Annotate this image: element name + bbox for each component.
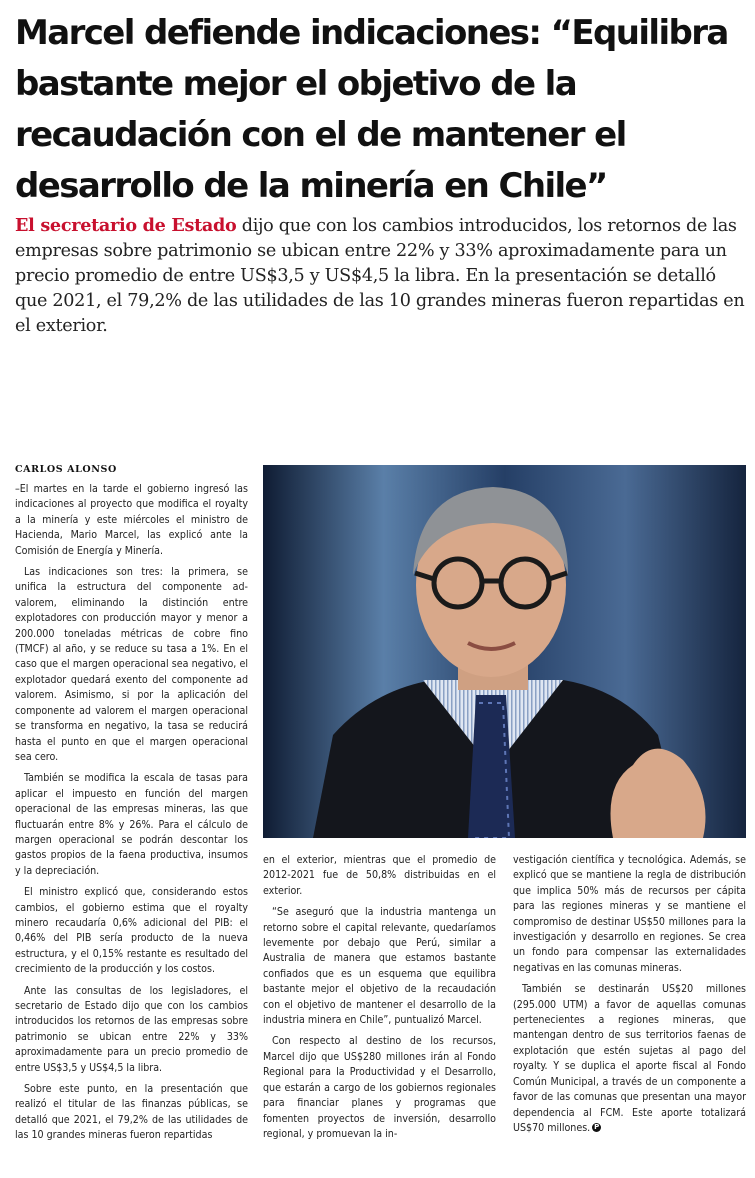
- paragraph: “Se aseguró que la industria mantenga un retorno sobre el capital relevante, quedaríamos levemente por debajo que Perú, similar a Australia de manera que estamos bastante confiados que es un esquema que equilibra bastante mejor el objetivo de la recaudación con el objetivo de mantener el desarrollo de la industria minera en Chile”, puntualizó Marcel.: [263, 906, 496, 1027]
- paragraph: El ministro explicó que, considerando estos cambios, el gobierno estima que el royalty minero recaudaría 0,6% adicional del PIB: el 0,46% del PIB sería producto de la nueva estructura, y el 0,15% restante es resultado del crecimiento de la producción y los costos.: [15, 886, 248, 976]
- paragraph: Ante las consultas de los legisladores, el secretario de Estado dijo que con los cambios introducidos los retornos de las empresas sobre patrimonio se ubican entre 22% y 33% aproximadamente para un precio promedio de entre US$3,5 y US$4,5 la libra.: [15, 984, 248, 1074]
- body-column-1: [15, 482, 248, 1150]
- body-column-3: [513, 853, 746, 1142]
- paragraph: Las indicaciones son tres: la primera, se unifica la estructura del componente ad-valorem, eliminando la distinción entre explotadores con producción mayor y menor a 200.000 toneladas métricas de cobre fino (TMCF) al año, y se reduce su tasa a 1%. En el caso que el margen operacional sea negativo, el explotador quedará exento del componente ad valorem. Asimismo, si por la aplicación del componente ad valorem el margen operacional se transforma en negativo, la tasa se reducirá hasta el punto en que el margen operacional sea cero.: [15, 566, 248, 763]
- photo-illustration: [263, 465, 746, 838]
- paragraph-text: También se destinarán US$20 millones (295.000 UTM) a favor de aquellas comunas pertenecientes a regiones mineras, que mantengan dentro de sus territorios faenas de explotación que estén sujetas al pago del royalty. Y se duplica el aporte fiscal al Fondo Común Municipal, a través de un componente a favor de las comunas que presentan una mayor dependencia al FCM. Este aporte totalizará US$70 millones.: [513, 983, 746, 1134]
- deck-summary: [15, 213, 745, 339]
- paragraph: en el exterior, mientras que el promedio de 2012-2021 fue de 50,8% distribuidas en el exterior.: [263, 854, 496, 897]
- body-column-2: [263, 853, 496, 1148]
- end-mark-icon: P: [594, 1123, 600, 1132]
- paragraph: –El martes en la tarde el gobierno ingresó las indicaciones al proyecto que modifica el royalty a la minería y este miércoles el ministro de Hacienda, Mario Marcel, las explicó ante la Comisión de Energía y Minería.: [15, 483, 248, 557]
- paragraph: [513, 982, 746, 1136]
- byline: CARLOS ALONSO: [15, 464, 117, 475]
- deck-text: dijo que con los cambios introducidos, los retornos de las empresas sobre patrimonio se ubican entre 22% y 33% aproximadamente para un precio promedio de entre US$3,5 y US$4,5 la libra. En la presentación se detalló que 2021, el 79,2% de las utilidades de las 10 grandes mineras fueron repartidas en el exterior.: [15, 216, 745, 336]
- deck-lead: El secretario de Estado: [15, 215, 237, 236]
- paragraph: Con respecto al destino de los recursos, Marcel dijo que US$280 millones irán al Fondo Regional para la Productividad y el Desarrollo, que estarán a cargo de los gobiernos regionales para financiar planes y programas que fomenten proyectos de inversión, desarrollo regional, y promuevan la in-: [263, 1035, 496, 1140]
- headline: Marcel defiende indicaciones: “Equilibra bastante mejor el objetivo de la recaudación con el de mantener el desarrollo de la minería en Chile”: [15, 13, 728, 206]
- paragraph: También se modifica la escala de tasas para aplicar el impuesto en función del margen operacional de las empresas mineras, las que fluctuarán entre 8% y 26%. Para el cálculo de margen operacional se podrán descontar los gastos propios de la faena productiva, insumos y la depreciación.: [15, 772, 248, 877]
- paragraph: Sobre este punto, en la presentación que realizó el titular de las finanzas públicas, se detalló que 2021, el 79,2% de las utilidades de las 10 grandes mineras fueron repartidas: [15, 1083, 248, 1142]
- paragraph: vestigación científica y tecnológica. Además, se explicó que se mantiene la regla de distribución que implica 50% más de recursos per cápita para las regiones mineras y se mantiene el compromiso de destinar US$50 millones para la investigación y desarrollo en regiones. Se crea un fondo para compensar las externalidades negativas en las comunas mineras.: [513, 854, 746, 974]
- article-photo: [263, 465, 746, 838]
